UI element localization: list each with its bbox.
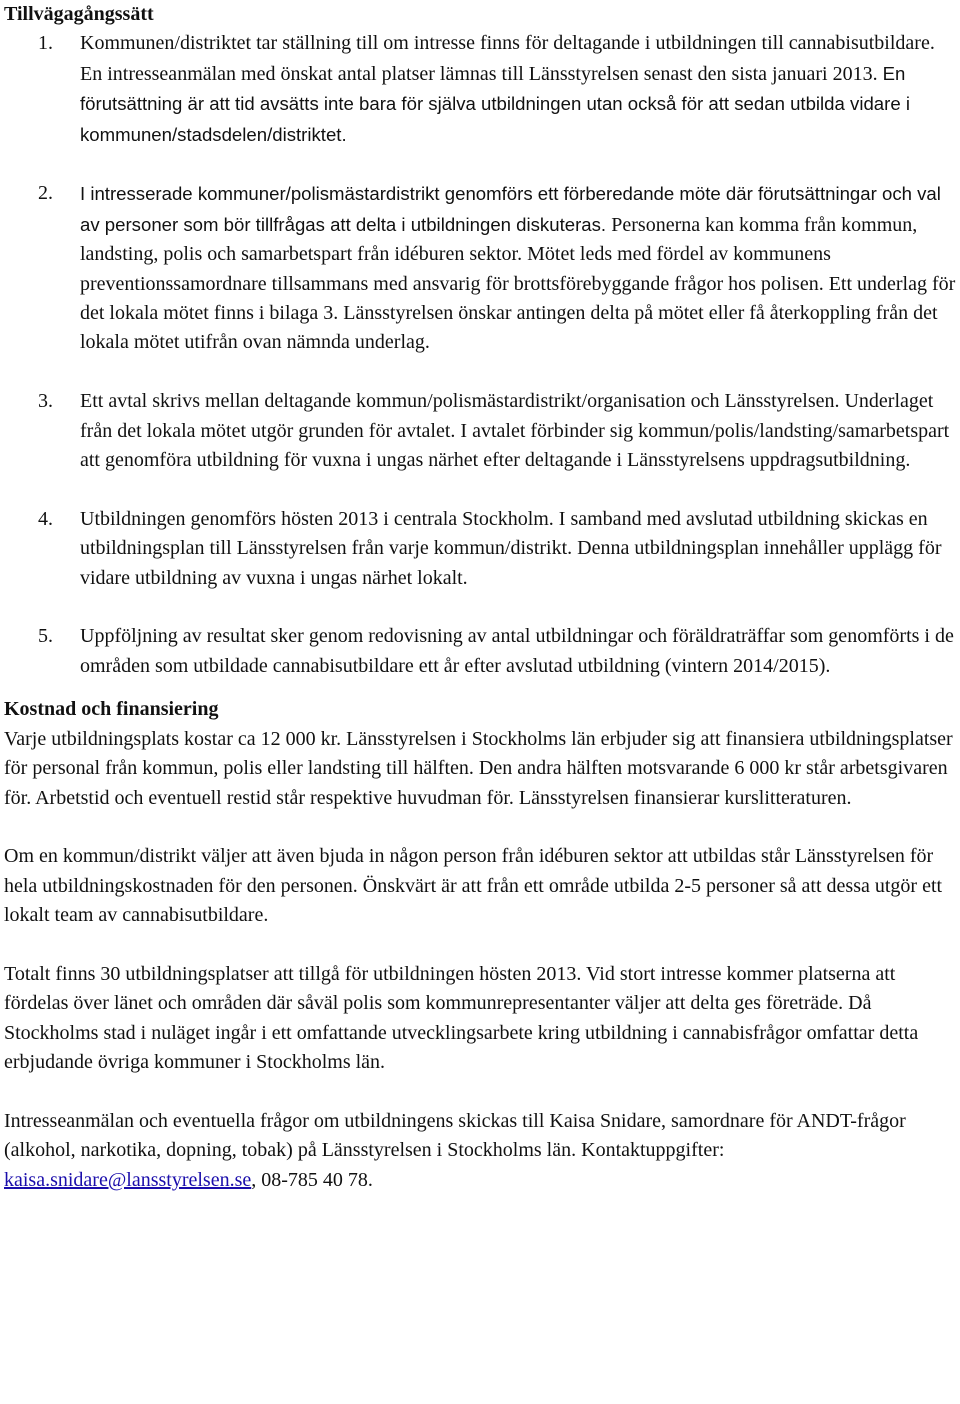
- list-item: [4, 505, 956, 593]
- list-item-text: Utbildningen genomförs hösten 2013 i centrala Stockholm. I samband med avslutad utbildning skickas en utbildningsplan till Länsstyrelsen från varje kommun/distrikt. Denna utbildningsplan innehåller upplägg för vidare utbildning av vuxna i ungas närhet lokalt.: [80, 507, 942, 589]
- paragraph-cost: Varje utbildningsplats kostar ca 12 000 kr. Länsstyrelsen i Stockholms län erbjuder sig att finansiera utbildningsplatser för personal från kommun, polis eller landsting till hälften. Den andra hälften motsvarande 6 000 kr står arbetsgivaren för. Arbetstid och eventuell restid står respektive huvudman för. Länsstyrelsen finansierar kurslitteraturen.: [4, 727, 953, 809]
- paragraph-ideburen: Om en kommun/distrikt väljer att även bjuda in någon person från idéburen sektor att utbildas står Länsstyrelsen för hela utbildningskostnaden för den personen. Önskvärt är att från ett område utbilda 2-5 personer så att dessa utgör ett lokalt team av cannabisutbildare.: [4, 845, 943, 927]
- list-item-text: Kommunen/distriktet tar ställning till om intresse finns för deltagande i utbildningen till cannabisutbildare. En intresseanmälan med önskat antal platser lämnas till Länsstyrelsen senast den sista januari 2013.: [80, 32, 935, 85]
- list-item-number: 1.: [38, 32, 53, 55]
- list-item: [4, 622, 956, 681]
- list-item-number: 5.: [38, 625, 53, 648]
- contact-phone: , 08-785 40 78.: [251, 1168, 373, 1191]
- contact-text: Intresseanmälan och eventuella frågor om utbildningens skickas till Kaisa Snidare, samordnare för ANDT-frågor (alkohol, narkotika, dopning, tobak) på Länsstyrelsen i Stockholms län. Kontaktuppgifter:: [4, 1109, 906, 1162]
- list-item-number: 3.: [38, 390, 53, 413]
- list-item: [4, 29, 956, 150]
- list-item-text-sans: I intresserade kommuner/polismästardistrikt genomförs ett förberedande möte där förutsättningar och val av personer som bör tillfrågas att delta i utbildningen diskuteras.: [80, 183, 941, 235]
- email-link[interactable]: kaisa.snidare@lansstyrelsen.se: [4, 1168, 252, 1191]
- list-item: [4, 179, 956, 357]
- section-heading-cost: Kostnad och finansiering: [4, 698, 219, 721]
- list-item-number: 4.: [38, 507, 53, 530]
- list-item: [4, 387, 956, 475]
- steps-list: [4, 29, 956, 681]
- list-item-number: 2.: [38, 182, 53, 205]
- list-item-text: Ett avtal skrivs mellan deltagande kommun/polismästardistrikt/organisation och Länsstyrelsen. Underlaget från det lokala mötet utgör grunden för avtalet. I avtalet förbinder sig kommun/polis/landsting/samarbetspart att genomföra utbildning för vuxna i ungas närhet efter deltagande i Länsstyrelsens uppdragsutbildning.: [80, 390, 950, 472]
- paragraph-places: Totalt finns 30 utbildningsplatser att tillgå för utbildningen hösten 2013. Vid stort intresse kommer platserna att fördelas över länet och områden där såväl polis som kommunrepresentanter väljer att delta ges företräde. Då Stockholms stad i nuläget ingår i ett omfattande utvecklingsarbete kring utbildning i cannabisfrågor omfattar detta erbjudande övriga kommuner i Stockholms län.: [4, 962, 919, 1074]
- section-heading-approach: Tillvägagångssätt: [4, 3, 154, 25]
- list-item-text-sans: En förutsättning är att tid avsätts inte bara för själva utbildningen utan också för att sedan utbilda vidare i kommunen/stadsdelen/distriktet.: [80, 62, 910, 145]
- paragraph-contact: [4, 1107, 956, 1195]
- list-item-text: Personerna kan komma från kommun, landsting, polis och samarbetspart från idéburen sektor. Mötet leds med fördel av kommunens preventionssamordnare tillsammans med ansvarig för brottsförebyggande frågor hos polisen. Ett underlag för det lokala mötet finns i bilaga 3. Länsstyrelsen önskar antingen delta på mötet eller få återkoppling från det lokala mötet utifrån ovan nämnda underlag.: [80, 213, 956, 354]
- list-item-text: Uppföljning av resultat sker genom redovisning av antal utbildningar och föräldraträffar som genomförts i de områden som utbildade cannabisutbildare ett år efter avslutad utbildning (vintern 2014/2015).: [80, 625, 954, 677]
